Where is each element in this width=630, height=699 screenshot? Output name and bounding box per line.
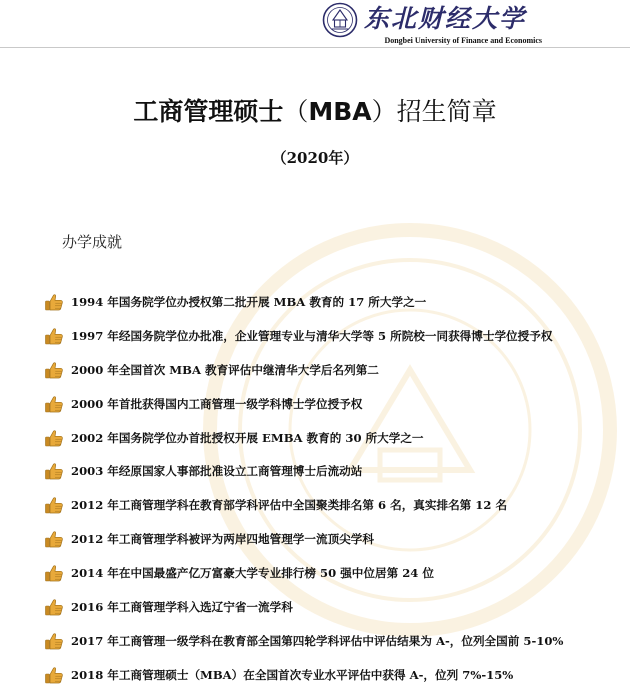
achievement-text: 2012 年工商管理学科被评为两岸四地管理学一流顶尖学科 — [71, 532, 374, 547]
achievement-item — [44, 359, 624, 393]
achievement-item — [44, 664, 624, 698]
achievement-text: 2018 年工商管理硕士（MBA）在全国首次专业水平评估中获得 A-，位列 7%-15% — [71, 667, 514, 682]
achievement-text: 1994 年国务院学位办授权第二批开展 MBA 教育的 17 所大学之一 — [71, 295, 427, 309]
section-heading: 办学成就 — [62, 233, 123, 251]
achievement-item — [44, 393, 624, 427]
university-name-en: Dongbei University of Finance and Economics — [384, 36, 542, 45]
achievement-text: 2012 年工商管理学科在教育部学科评估中全国聚类排名第 6 名，真实排名第 12 名 — [71, 498, 508, 513]
achievement-item — [44, 630, 624, 664]
page-title — [0, 92, 630, 128]
achievement-item — [44, 596, 624, 630]
thumbs-up-icon — [44, 461, 64, 481]
year-subtitle: （2020年） — [271, 149, 359, 167]
thumbs-up-icon — [44, 495, 64, 515]
thumbs-up-icon — [44, 631, 64, 651]
thumbs-up-icon — [44, 597, 64, 617]
thumbs-up-icon — [44, 360, 64, 380]
achievement-text: 1997 年经国务院学位办批准，企业管理专业与清华大学等 5 所院校一同获得博士学位授予权 — [71, 328, 553, 343]
thumbs-up-icon — [44, 326, 64, 346]
achievement-item — [44, 562, 624, 596]
thumbs-up-icon — [44, 394, 64, 414]
achievement-item — [44, 325, 624, 359]
achievement-text: 2000 年全国首次 MBA 教育评估中继清华大学后名列第二 — [71, 362, 379, 377]
title-acronym: MBA — [308, 97, 372, 126]
achievement-text: 2016 年工商管理学科入选辽宁省一流学科 — [71, 600, 293, 615]
page-header — [0, 0, 630, 50]
achievement-list — [44, 291, 624, 698]
achievement-item — [44, 460, 624, 494]
header-divider — [0, 47, 630, 48]
achievement-text: 2003 年经原国家人事部批准设立工商管理博士后流动站 — [71, 464, 363, 479]
achievement-item — [44, 427, 624, 461]
achievement-item — [44, 494, 624, 528]
achievement-text: 2000 年首批获得国内工商管理一级学科博士学位授予权 — [71, 396, 363, 411]
achievement-item — [44, 291, 624, 325]
title-main: 工商管理硕士 — [133, 97, 284, 126]
university-seal-icon — [322, 2, 358, 38]
title-close-paren: ） — [371, 97, 397, 126]
achievement-text: 2002 年国务院学位办首批授权开展 EMBA 教育的 30 所大学之一 — [71, 430, 424, 445]
university-name-cn: 东北财经大学 — [364, 4, 527, 33]
achievement-item — [44, 528, 624, 562]
thumbs-up-icon — [44, 665, 64, 685]
achievement-text: 2017 年工商管理一级学科在教育部全国第四轮学科评估中评估结果为 A-，位列全国前 5-10% — [71, 633, 564, 648]
thumbs-up-icon — [44, 428, 64, 448]
title-tail: 招生简章 — [396, 97, 497, 126]
thumbs-up-icon — [44, 529, 64, 549]
achievement-text: 2014 年在中国最盛产亿万富豪大学专业排行榜 50 强中位居第 24 位 — [71, 566, 434, 581]
title-open-paren: （ — [283, 97, 309, 126]
thumbs-up-icon — [44, 292, 64, 312]
thumbs-up-icon — [44, 563, 64, 583]
